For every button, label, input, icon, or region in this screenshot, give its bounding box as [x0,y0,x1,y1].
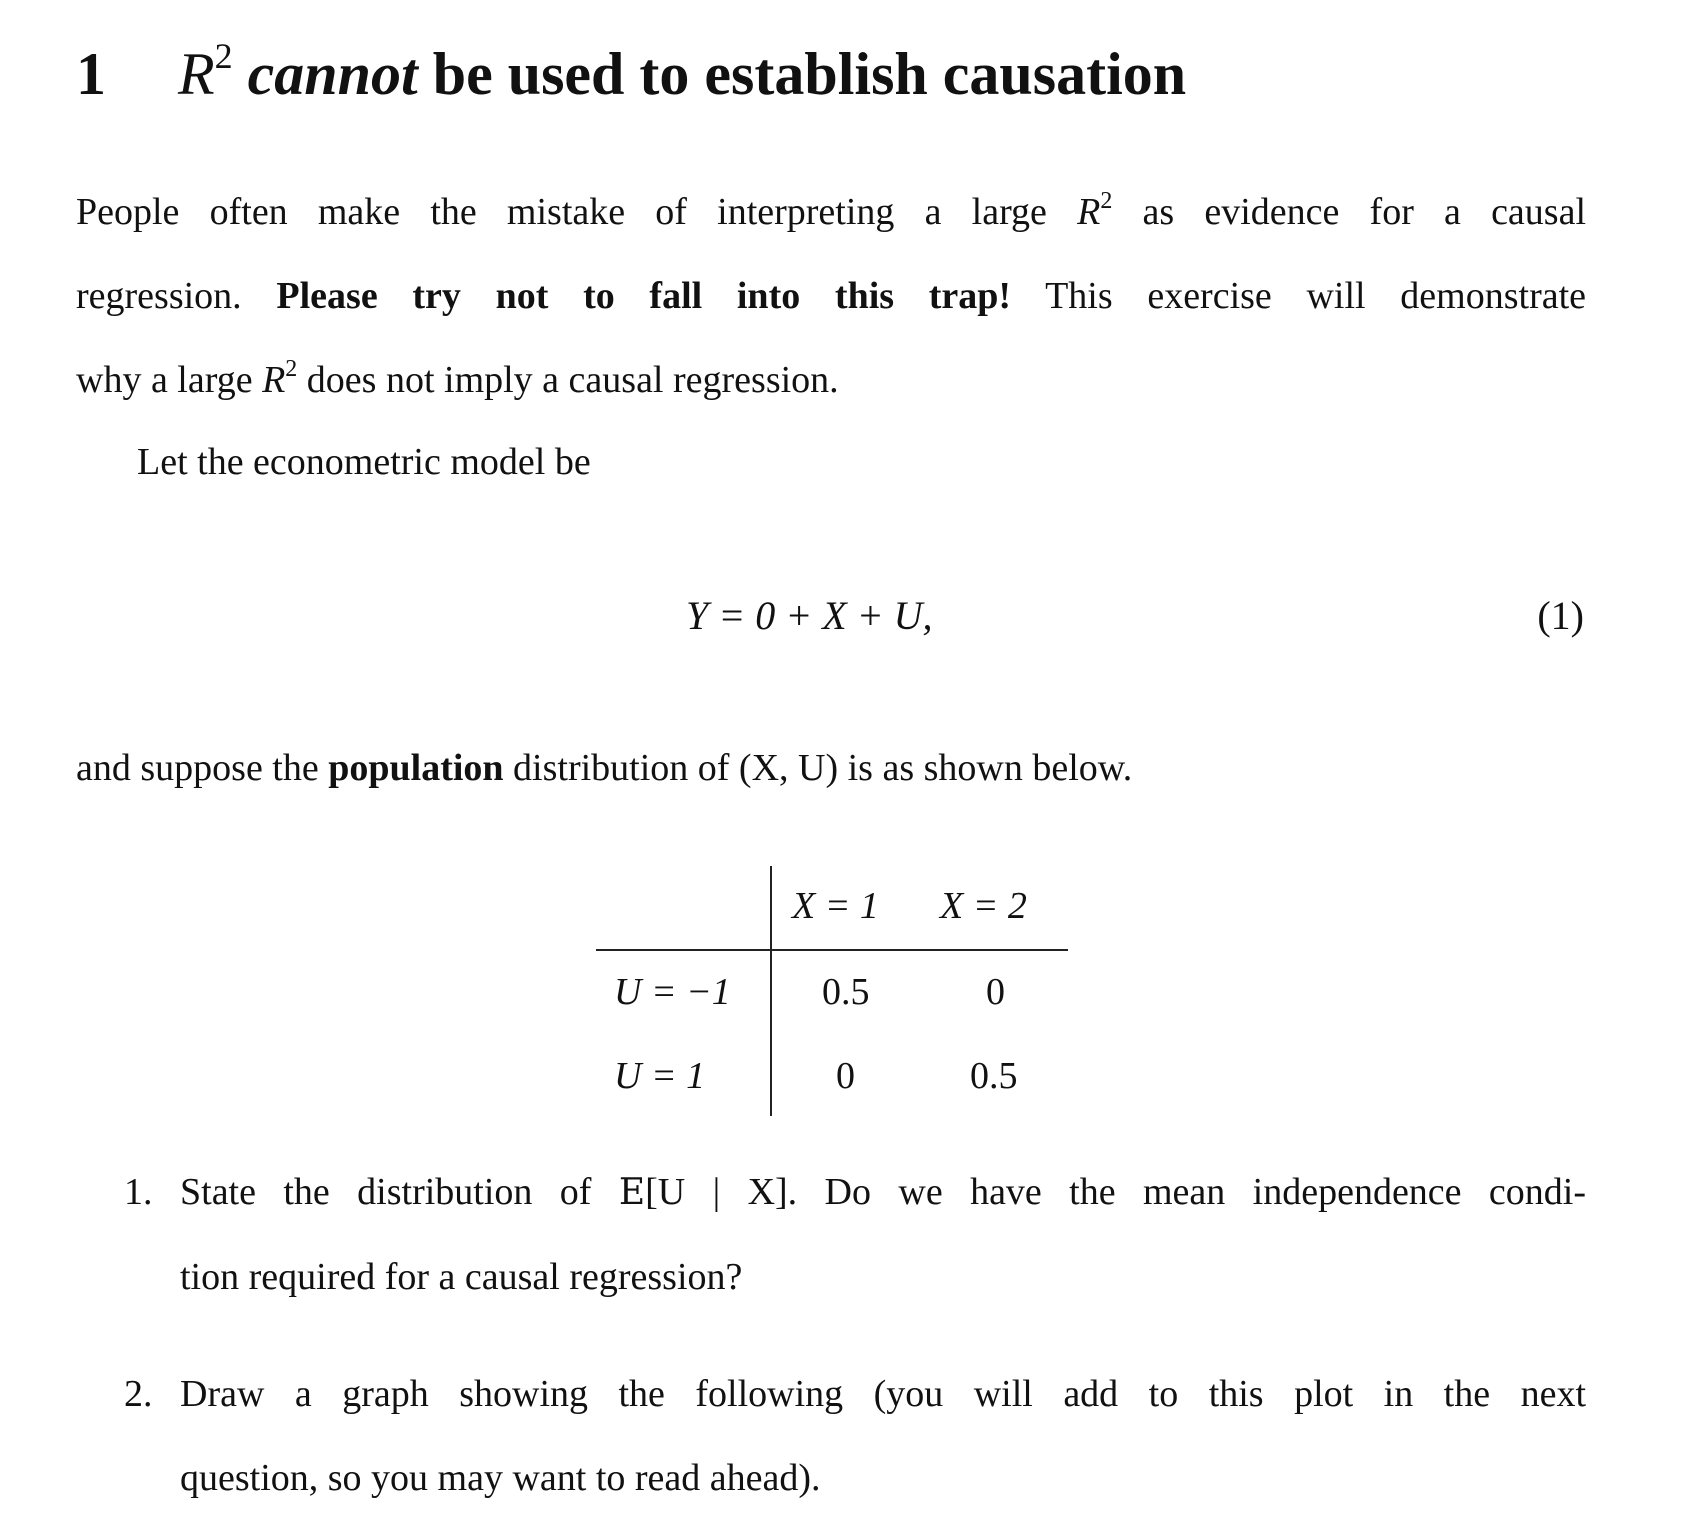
cell-u-neg1-x1: 0.5 [822,971,870,1013]
table-horizontal-rule [596,949,1068,951]
intro-line-2: regression. Please try not to fall into this trap! This exercise will demonstrate [76,275,1587,317]
question-1-line-1: State the distribution of E[U | X]. Do we have the mean independence condi- [180,1171,1587,1213]
list-marker: 2. [124,1373,153,1415]
population-bold: population [328,747,504,789]
distribution-table [596,866,1068,1116]
population-sentence: and suppose the population distribution of (X, U) is as shown below. [76,747,1133,789]
table-vertical-rule [770,866,772,1116]
equation-number: (1) [1537,593,1584,638]
list-marker: 1. [124,1171,153,1213]
question-2-line-1: Draw a graph showing the following (you will add to this plot in the next [180,1373,1586,1415]
section-number: 1 [76,41,106,107]
col-header-x2: X = 2 [940,885,1027,927]
section-heading [76,36,1187,107]
model-intro: Let the econometric model be [137,441,591,483]
question-2-line-2: question, so you may want to read ahead). [180,1457,821,1499]
cell-u-1-x2: 0.5 [970,1055,1018,1097]
intro-line-3: why a large $R^2$ does not imply a causal regression. [76,356,839,401]
cell-u-neg1-x2: 0 [986,971,1005,1013]
heading-rest: be used to establish causation [432,41,1187,107]
heading-cannot: cannot [247,41,418,107]
col-header-x1: X = 1 [792,885,879,927]
question-1-line-2: tion required for a causal regression? [180,1256,743,1298]
cell-u-1-x1: 0 [836,1055,855,1097]
trap-warning: Please try not to fall into this trap! [276,275,1012,317]
intro-paragraph [76,170,1586,422]
question-1-body [180,1150,1586,1319]
equation: Y = 0 + X + U, [686,593,933,638]
question-2-body [180,1352,1586,1520]
row-header-u-neg1: U = −1 [614,971,731,1013]
row-header-u-1: U = 1 [614,1055,706,1097]
intro-line-1: People often make the mistake of interpreting a large $R^2$ as evidence for a causal [76,188,1587,233]
heading-r-squared: $R^2$ [178,36,233,107]
